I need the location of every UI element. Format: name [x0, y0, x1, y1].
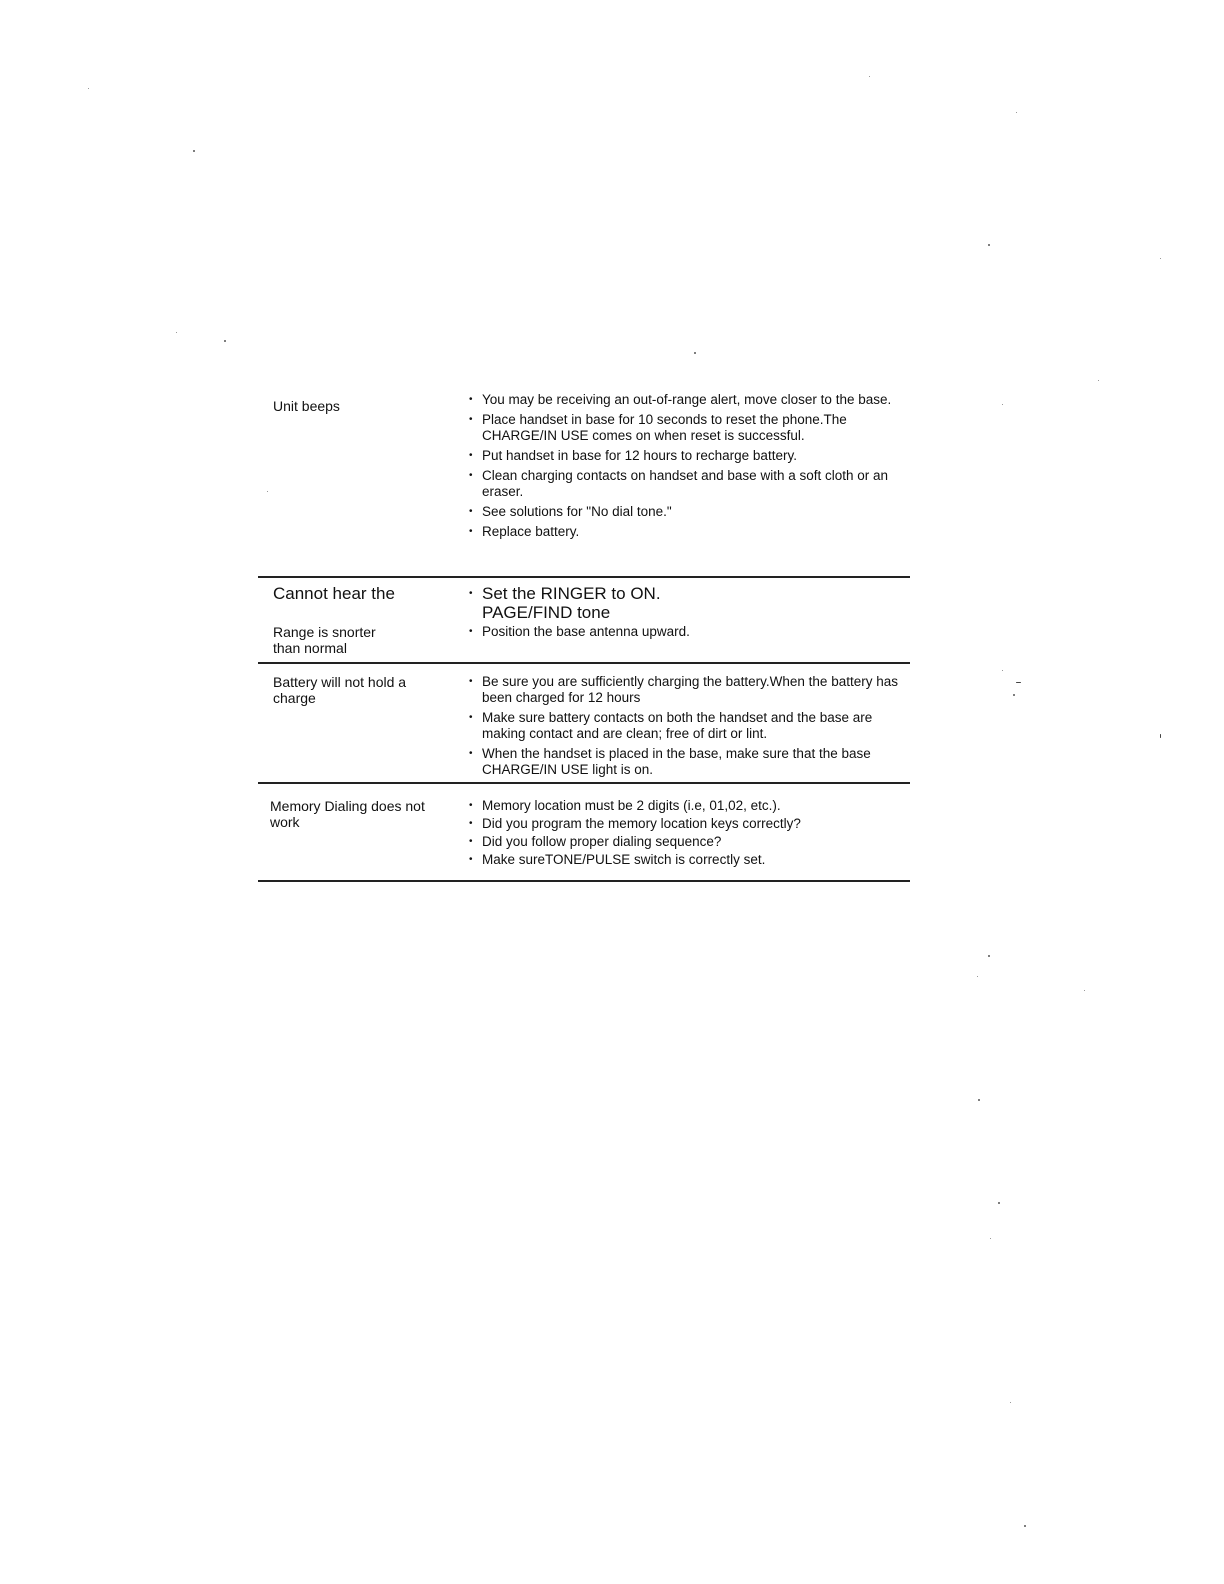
- solution-item: • See solutions for "No dial tone.": [458, 504, 910, 520]
- scan-speck: [988, 955, 990, 957]
- scan-speck: [977, 976, 978, 977]
- solution-item: • Set the RINGER to ON.: [458, 584, 910, 603]
- solution-item: • When the handset is placed in the base, make sure that the base CHARGE/IN USE light is on.: [458, 746, 910, 778]
- scan-speck: [88, 88, 89, 89]
- scan-speck: [988, 244, 990, 246]
- solution-item: • Be sure you are sufficiently charging the battery.When the battery has been charged for 12 hours: [458, 674, 910, 706]
- solution-item: • Did you program the memory location keys correctly?: [458, 816, 910, 832]
- scan-speck: [193, 150, 195, 152]
- problem-label: Battery will not hold a charge: [273, 674, 407, 706]
- problem-label: Unit beeps: [273, 398, 340, 414]
- scan-speck: [1024, 1525, 1026, 1527]
- solution-item: • Replace battery.: [458, 524, 910, 540]
- scan-speck: [978, 1099, 980, 1101]
- scan-speck: [1002, 670, 1003, 671]
- solution-item: • Position the base antenna upward.: [458, 624, 910, 640]
- scan-speck: [1016, 682, 1021, 683]
- solution-list: [458, 392, 910, 578]
- scan-speck: [224, 340, 226, 342]
- solution-item: • Make sure battery contacts on both the handset and the base are making contact and are clean; free of dirt or lint.: [458, 710, 910, 742]
- solution-list: [458, 584, 910, 624]
- table-row: [258, 664, 910, 784]
- scan-speck: [990, 1238, 991, 1239]
- scan-speck: [1013, 694, 1015, 696]
- solution-item: • Did you follow proper dialing sequence?: [458, 834, 910, 850]
- table-row: [258, 624, 910, 664]
- solution-item: • Make sureTONE/PULSE switch is correctly set.: [458, 852, 910, 868]
- solution-item: • Put handset in base for 12 hours to recharge battery.: [458, 448, 910, 464]
- solution-item: • You may be receiving an out-of-range alert, move closer to the base.: [458, 392, 910, 408]
- solution-item: • Clean charging contacts on handset and base with a soft cloth or an eraser.: [458, 468, 910, 500]
- table-row: [258, 578, 910, 624]
- solution-item: • Place handset in base for 10 seconds to reset the phone.The CHARGE/IN USE comes on when reset is successful.: [458, 412, 910, 444]
- scan-speck: [1016, 112, 1017, 113]
- scan-speck: [1084, 990, 1085, 991]
- solution-item: PAGE/FIND tone: [482, 603, 611, 622]
- solution-list: [458, 798, 910, 882]
- solution-list: [458, 624, 910, 664]
- troubleshooting-table: [258, 392, 910, 882]
- scan-speck: [1098, 380, 1099, 381]
- scan-speck: [694, 352, 696, 354]
- solution-list: [458, 674, 910, 784]
- scan-speck: [1010, 1402, 1011, 1403]
- problem-label: Memory Dialing does not work: [270, 798, 425, 830]
- scan-speck: [1160, 734, 1161, 738]
- table-row: [258, 392, 910, 578]
- table-row: [258, 784, 910, 882]
- solution-item: • Memory location must be 2 digits (i.e, 01,02, etc.).: [458, 798, 910, 814]
- scan-speck: [1160, 258, 1161, 259]
- problem-label: Cannot hear the: [273, 584, 395, 603]
- scan-speck: [869, 76, 870, 77]
- scan-speck: [998, 1202, 1000, 1204]
- scan-speck: [1002, 404, 1003, 405]
- scan-speck: [176, 332, 177, 333]
- problem-label: Range is snorter than normal: [273, 624, 376, 656]
